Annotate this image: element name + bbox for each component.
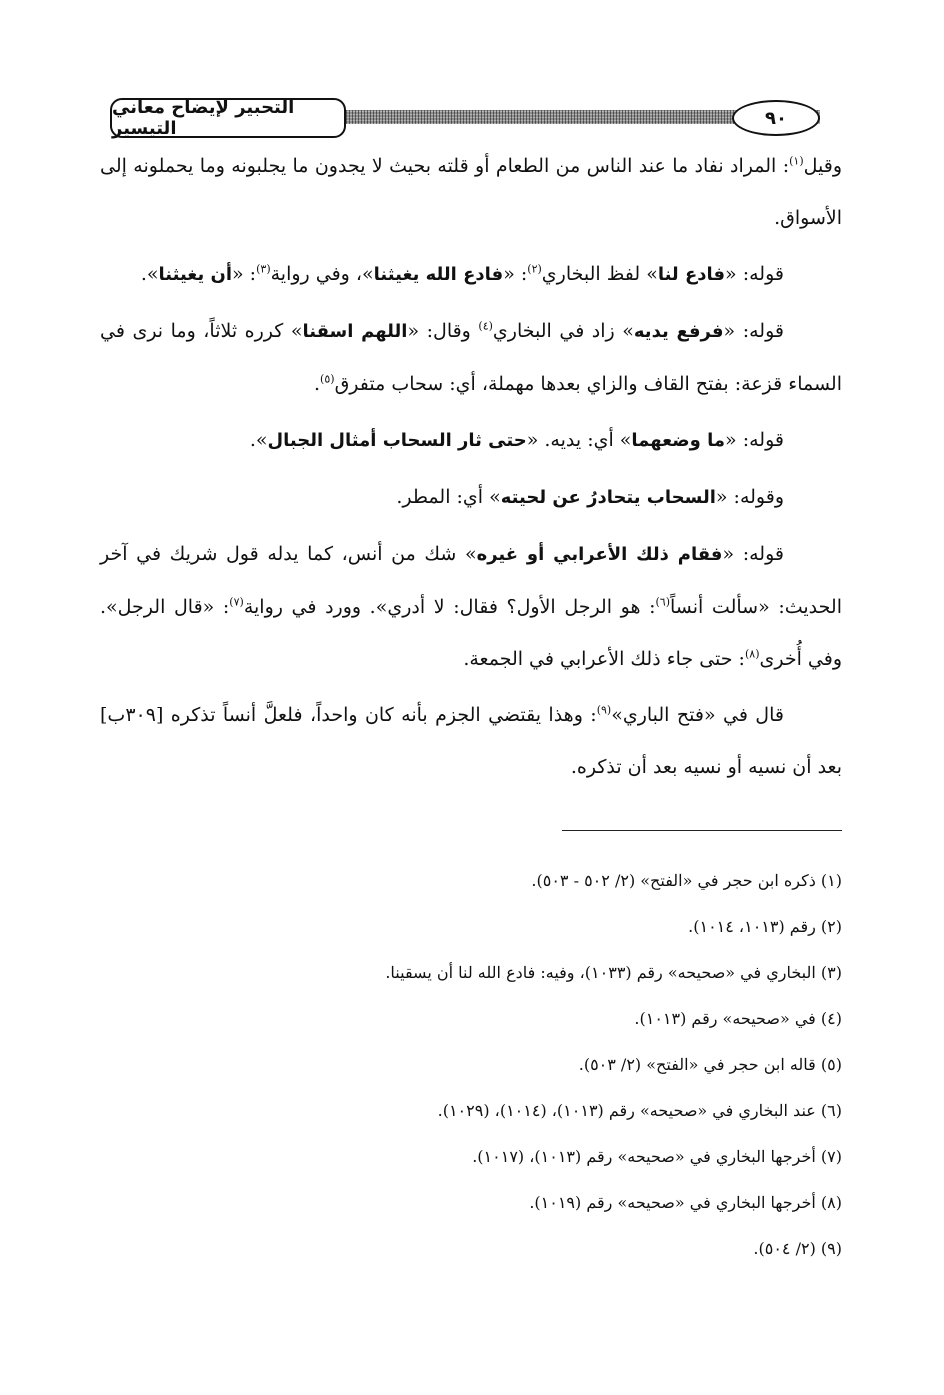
quote-bold: اللهم اسقنا [302, 321, 408, 342]
quote-bold: أن يغيثنا [158, 264, 233, 285]
paragraph-2 [100, 248, 842, 301]
text-run: . [314, 373, 321, 395]
text-run: وقوله: « [715, 486, 784, 508]
text-run: » زاد في البخاري [492, 320, 634, 342]
text-run: قوله: « [725, 429, 784, 451]
text-run: : وهذا يقتضي الجزم بأنه كان واحداً، فلعلَّ أنساً تذكره [٣٠٩ب] بعد أن نسيه أو نسيه بعد أن تذكره. [100, 704, 842, 778]
quote-bold: ما وضعهما [631, 430, 726, 451]
page-header [110, 96, 840, 140]
footnote-5: (٥) قاله ابن حجر في «الفتح» (٢/ ٥٠٣). [578, 1055, 842, 1074]
text-run: : حتى جاء ذلك الأعرابي في الجمعة. [463, 648, 745, 670]
text-run: » كرره ثلاثاً، وما نرى في السماء قزعة: بفتح القاف والزاي بعدها مهملة، أي: سحاب متفرق [100, 320, 842, 395]
main-text [100, 140, 842, 797]
footnote-ref-2: (٢) [527, 262, 542, 276]
text-run: : هو الرجل الأول؟ فقال: لا أدري». وورد في رواية [243, 596, 656, 618]
footnotes [100, 858, 842, 1272]
text-run: ». [249, 429, 268, 451]
footnote-ref-9: (٩) [596, 703, 612, 717]
footnote-1: (١) ذكره ابن حجر في «الفتح» (٢/ ٥٠٢ - ٥٠٣). [531, 871, 842, 890]
text-run: قوله: « [723, 320, 784, 342]
paragraph-7 [100, 689, 842, 793]
footnote-7: (٧) أخرجها البخاري في «صحيحه» رقم (١٠١٣)، (١٠١٧). [472, 1147, 842, 1166]
paragraph-3 [100, 305, 842, 410]
text-run: وقيل [803, 155, 842, 177]
text-run: » شك من أنس، كما يدله قول شريك في آخر الحديث: «سألت أنساً [100, 543, 842, 618]
text-run: » أي: المطر. [396, 486, 501, 508]
paragraph-5 [100, 471, 842, 524]
text-run: قوله: « [722, 543, 784, 565]
footnote-3: (٣) البخاري في «صحيحه» رقم (١٠٣٣)، وفيه: فادع الله لنا أن يسقينا. [385, 963, 842, 982]
paragraph-1 [100, 140, 842, 244]
text-run: » لفظ البخاري [541, 263, 658, 285]
text-run: : «قال الرجل». وفي أُخرى [100, 596, 842, 670]
quote-bold: فادع لنا [657, 264, 726, 285]
book-title: التحبير لإيضاح معاني التيسير [110, 98, 346, 138]
text-run: »، وفي رواية [270, 263, 374, 285]
footnote-ref-8: (٨) [744, 647, 760, 661]
text-run: ». [140, 263, 159, 285]
footnote-ref-5: (٥) [320, 372, 335, 386]
footnote-ref-6: (٦) [655, 595, 670, 609]
quote-bold: حتى ثار السحاب أمثال الجبال [267, 430, 527, 451]
quote-bold: فرفع يديه [633, 321, 724, 342]
footnote-8: (٨) أخرجها البخاري في «صحيحه» رقم (١٠١٩). [529, 1193, 842, 1212]
footnote-ref-7: (٧) [229, 595, 244, 609]
quote-bold: السحاب يتحادرُ عن لحيته [500, 487, 716, 508]
footnote-separator [562, 830, 842, 831]
footnote-4: (٤) في «صحيحه» رقم (١٠١٣). [634, 1009, 842, 1028]
footnote-ref-1: (١) [789, 154, 804, 168]
footnote-2: (٢) رقم (١٠١٣، ١٠١٤). [688, 917, 842, 936]
footnote-ref-4: (٤) [478, 319, 493, 333]
paragraph-4 [100, 414, 842, 467]
text-run: قوله: « [725, 263, 784, 285]
quote-bold: فقام ذلك الأعرابي أو غيره [476, 544, 723, 565]
text-run: وقال: « [407, 320, 479, 342]
text-run: : المراد نفاد ما عند الناس من الطعام أو قلته بحيث لا يجدون ما يجلبونه وما يحملونه إلى الأسواق. [100, 155, 842, 229]
page-number: ٩٠ [732, 100, 820, 136]
text-run: : « [232, 263, 257, 285]
footnote-6: (٦) عند البخاري في «صحيحه» رقم (١٠١٣)، (١٠١٤)، (١٠٢٩). [437, 1101, 842, 1120]
text-run: قال في «فتح الباري» [611, 704, 784, 726]
text-run: » أي: يديه. « [526, 429, 632, 451]
footnote-9: (٩) (٢/ ٥٠٤). [753, 1239, 842, 1258]
paragraph-6 [100, 528, 842, 685]
footnote-ref-3: (٣) [256, 262, 271, 276]
text-run: : « [503, 263, 528, 285]
quote-bold: فادع الله يغيثنا [373, 264, 504, 285]
